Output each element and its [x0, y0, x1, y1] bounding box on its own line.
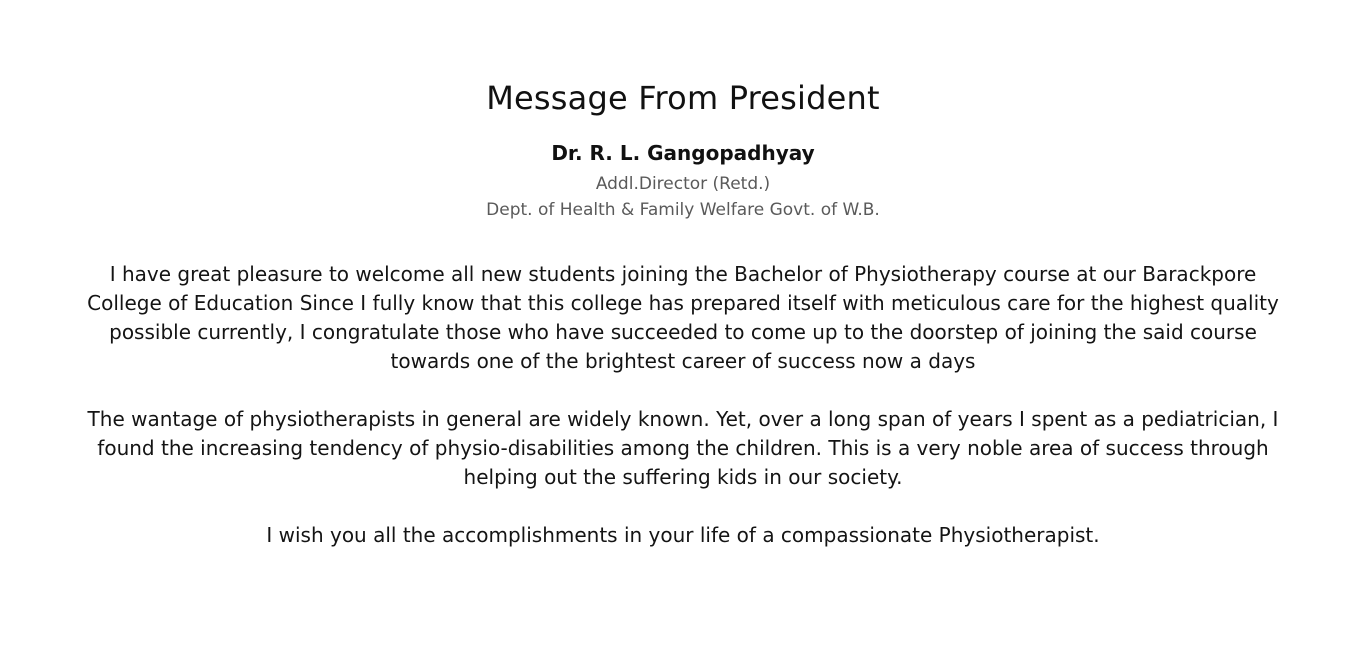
- message-paragraph-1: I have great pleasure to welcome all new students joining the Bachelor of Physiotherapy course at our Barackpore College of Education Since I fully know that this college has prepared itself with meticulous care for the highest quality possible currently, I congratulate those who have succeeded to come up to the doorstep of joining the said course towards one of the brightest career of success now a days: [87, 262, 1279, 373]
- message-paragraph-2: The wantage of physiotherapists in general are widely known. Yet, over a long span of years I spent as a pediatrician, I found the increasing tendency of physio-disabilities among the children. This is a very noble area of success through helping out the suffering kids in our society.: [87, 407, 1279, 489]
- author-name: Dr. R. L. Gangopadhyay: [551, 141, 815, 165]
- message-paragraph-3: I wish you all the accomplishments in your life of a compassionate Physiotherapist.: [266, 523, 1100, 547]
- author-designation: Addl.Director (Retd.): [595, 174, 771, 194]
- page-title: Message From President: [486, 79, 880, 117]
- author-department: Dept. of Health & Family Welfare Govt. of W.B.: [486, 200, 880, 220]
